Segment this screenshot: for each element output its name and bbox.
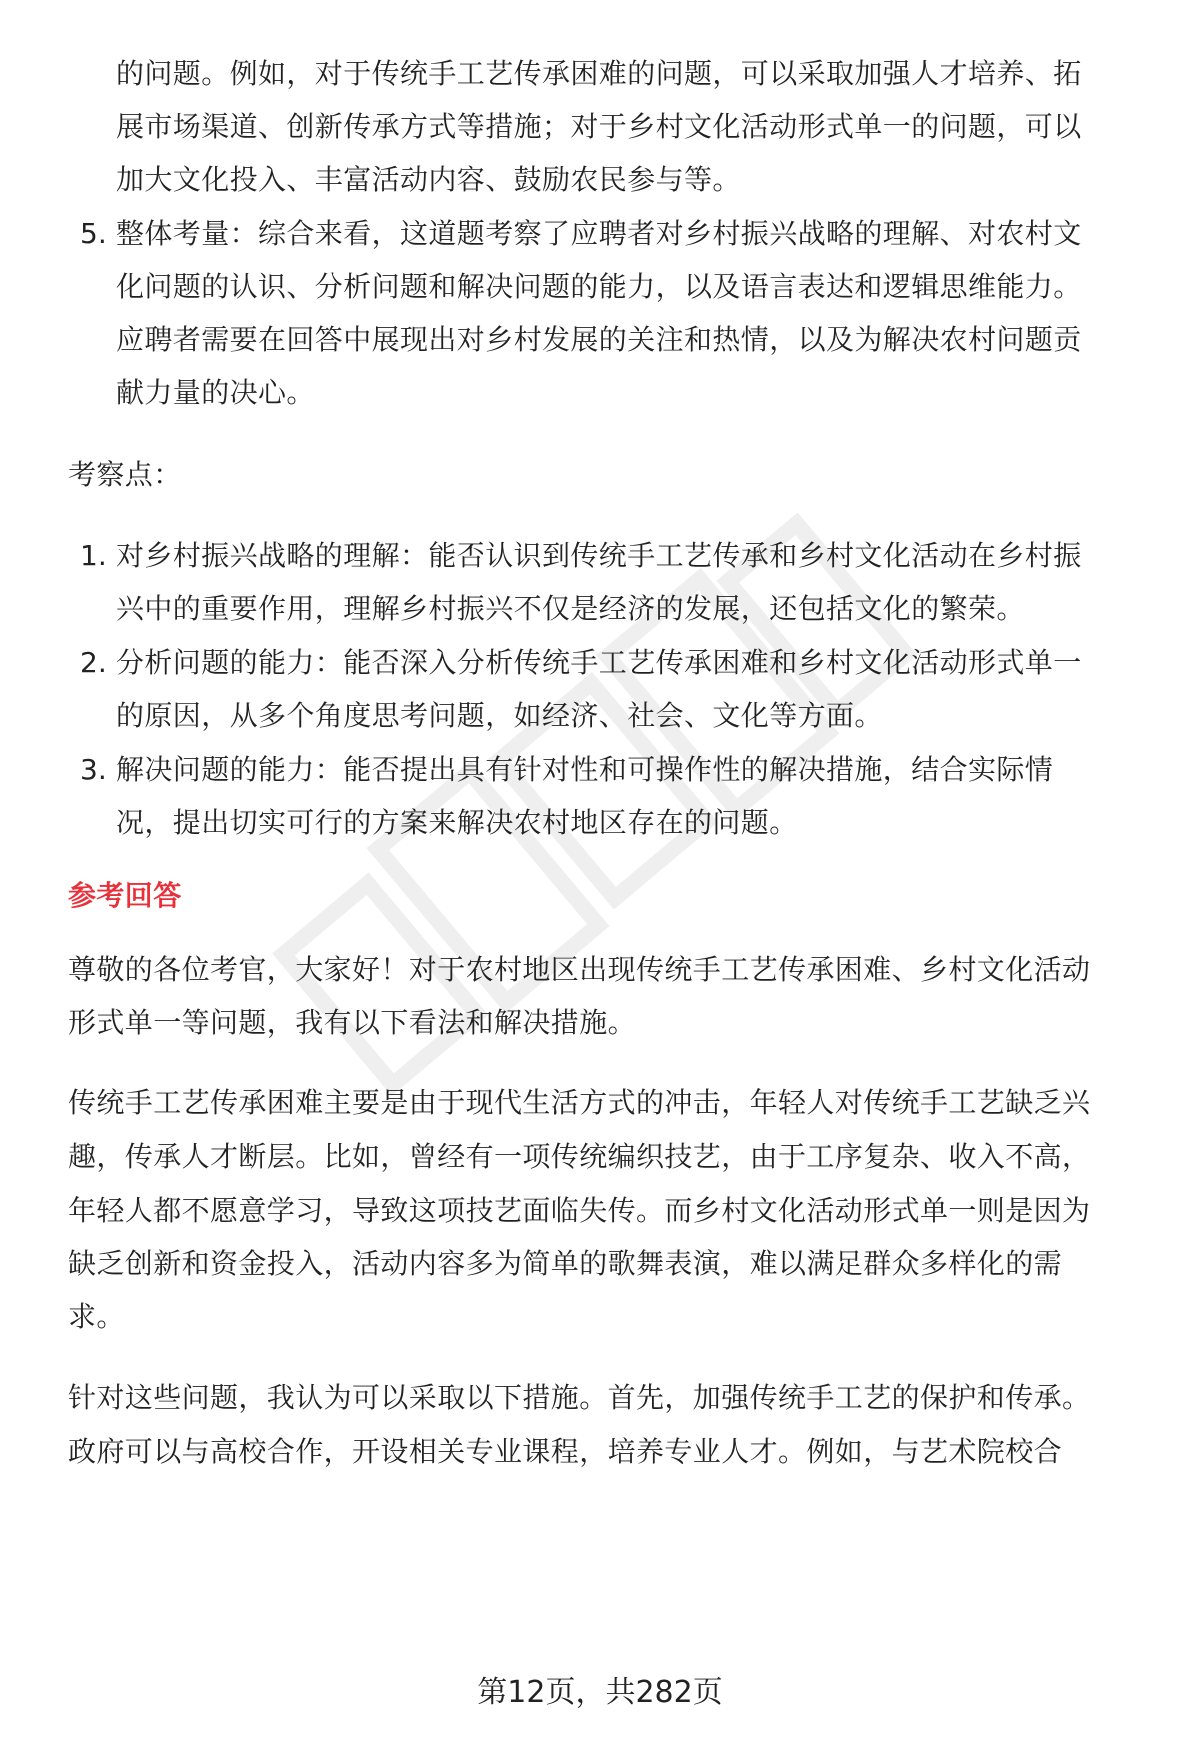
text-line: 分析问题的能力：能否深入分析传统手工艺传承困难和乡村文化活动形式单一 xyxy=(116,646,1082,679)
text-line: 缺乏创新和资金投入，活动内容多为简单的歌舞表演，难以满足群众多样化的需 xyxy=(68,1247,1063,1280)
text-line: 况，提出切实可行的方案来解决农村地区存在的问题。 xyxy=(116,806,798,839)
text-line: 解决问题的能力：能否提出具有针对性和可操作性的解决措施，结合实际情 xyxy=(116,753,1054,786)
text-line: 年轻人都不愿意学习，导致这项技艺面临失传。而乡村文化活动形式单一则是因为 xyxy=(68,1194,1091,1227)
text-line: 政府可以与高校合作，开设相关专业课程，培养专业人才。例如，与艺术院校合 xyxy=(68,1435,1063,1468)
text-line: 趣，传承人才断层。比如，曾经有一项传统编织技艺，由于工序复杂、收入不高， xyxy=(68,1140,1091,1173)
text-line: 献力量的决心。 xyxy=(116,376,315,409)
answer-heading: 参考回答 xyxy=(68,879,182,912)
text-line: 求。 xyxy=(68,1300,125,1333)
page-footer: 第12页，共282页 xyxy=(477,1675,723,1710)
list-number: 1. xyxy=(80,539,107,572)
text-line: 兴中的重要作用，理解乡村振兴不仅是经济的发展，还包括文化的繁荣。 xyxy=(116,592,1025,625)
text-line: 应聘者需要在回答中展现出对乡村发展的关注和热情，以及为解决农村问题贡 xyxy=(116,323,1082,356)
text-line: 展市场渠道、创新传承方式等措施；对于乡村文化活动形式单一的问题，可以 xyxy=(116,110,1082,143)
text-line: 化问题的认识、分析问题和解决问题的能力，以及语言表达和逻辑思维能力。 xyxy=(116,270,1082,303)
text-line: 加大文化投入、丰富活动内容、鼓励农民参与等。 xyxy=(116,163,741,196)
list-number: 2. xyxy=(80,646,107,679)
list-number: 3. xyxy=(80,753,107,786)
text-line: 传统手工艺传承困难主要是由于现代生活方式的冲击，年轻人对传统手工艺缺乏兴 xyxy=(68,1086,1091,1119)
text-line: 整体考量：综合来看，这道题考察了应聘者对乡村振兴战略的理解、对农村文 xyxy=(116,217,1082,250)
text-line: 尊敬的各位考官，大家好！对于农村地区出现传统手工艺传承困难、乡村文化活动 xyxy=(68,953,1091,986)
text-line: 的问题。例如，对于传统手工艺传承困难的问题，可以采取加强人才培养、拓 xyxy=(116,57,1082,90)
text-line: 形式单一等问题，我有以下看法和解决措施。 xyxy=(68,1006,637,1039)
text-line: 的原因，从多个角度思考问题，如经济、社会、文化等方面。 xyxy=(116,699,883,732)
section-heading: 考察点： xyxy=(68,458,182,491)
list-number: 5. xyxy=(80,217,107,250)
text-line: 针对这些问题，我认为可以采取以下措施。首先，加强传统手工艺的保护和传承。 xyxy=(68,1381,1091,1414)
text-line: 对乡村振兴战略的理解：能否认识到传统手工艺传承和乡村文化活动在乡村振 xyxy=(116,539,1082,572)
